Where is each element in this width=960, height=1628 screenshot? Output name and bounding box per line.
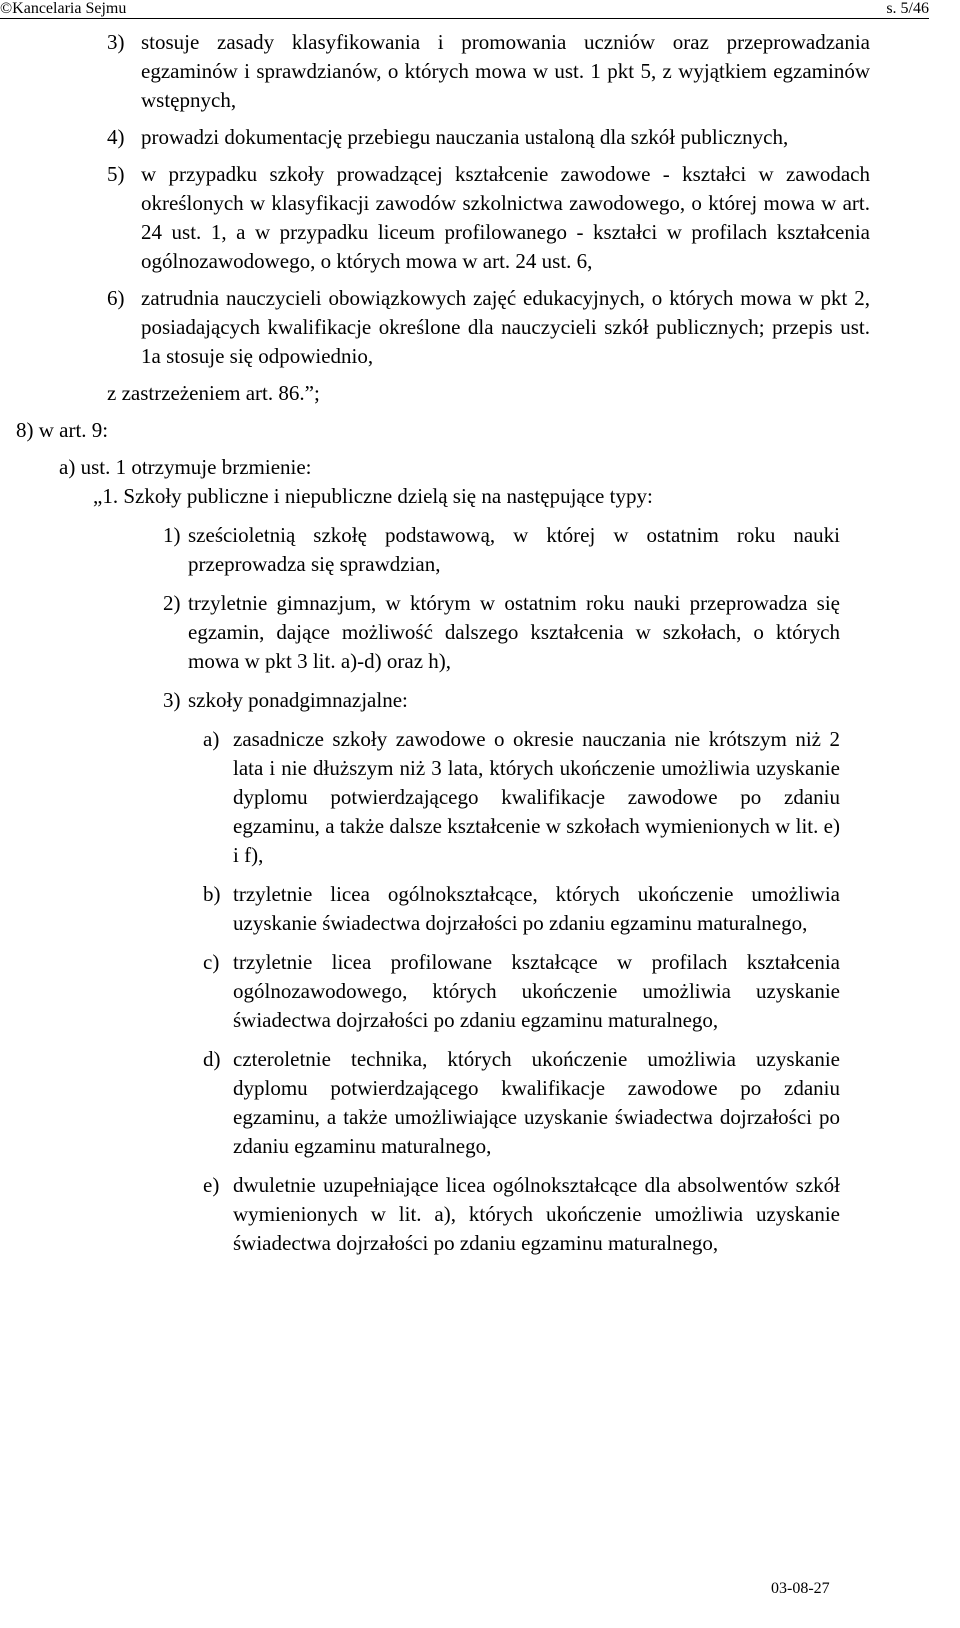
point-number: 2) bbox=[163, 591, 181, 615]
letter-d bbox=[203, 1045, 840, 1161]
letter-number: b) bbox=[203, 882, 221, 906]
point-text: sześcioletnią szkołę podstawową, w której w ostatnim roku nauki przeprowadza się sprawdzian, bbox=[188, 523, 840, 576]
point-4 bbox=[107, 123, 870, 152]
document-body bbox=[0, 28, 960, 1258]
page-header bbox=[0, 0, 960, 22]
point-text: szkoły ponadgimnazjalne: bbox=[188, 688, 408, 712]
letter-number: a) bbox=[203, 727, 220, 751]
letter-text: trzyletnie licea profilowane kształcące w profilach kształcenia ogólnozawodowego, których ukończenie umożliwia uzyskanie świadectwa dojrzałości po zdaniu egzaminu maturalnego, bbox=[233, 950, 840, 1032]
point-3 bbox=[107, 28, 870, 115]
letter-c bbox=[203, 948, 840, 1035]
reservation-clause: z zastrzeżeniem art. 86.”; bbox=[107, 381, 320, 405]
letter-a bbox=[203, 725, 840, 870]
point-text: trzyletnie gimnazjum, w którym w ostatnim roku nauki przeprowadza się egzamin, dające możliwość dalszego kształcenia w szkołach, o których mowa w pkt 3 lit. a)-d) oraz h), bbox=[188, 591, 840, 673]
letter-number: e) bbox=[203, 1173, 220, 1197]
section-1-intro: „1. Szkoły publiczne i niepubliczne dzielą się na następujące typy: bbox=[93, 484, 653, 508]
header-rule bbox=[0, 18, 929, 19]
type-1 bbox=[163, 521, 840, 579]
type-3 bbox=[163, 686, 840, 715]
letter-text: trzyletnie licea ogólnokształcące, których ukończenie umożliwia uzyskanie świadectwa dojrzałości po zdaniu egzaminu maturalnego, bbox=[233, 882, 840, 935]
point-5 bbox=[107, 160, 870, 276]
letter-a-intro: a) ust. 1 otrzymuje brzmienie: bbox=[59, 455, 312, 479]
letter-number: d) bbox=[203, 1047, 221, 1071]
point-number: 3) bbox=[107, 30, 125, 54]
point-number: 4) bbox=[107, 125, 125, 149]
point-number: 5) bbox=[107, 162, 125, 186]
header-page-number: s. 5/46 bbox=[886, 0, 929, 17]
letter-b bbox=[203, 880, 840, 938]
header-copyright: ©Kancelaria Sejmu bbox=[0, 0, 127, 17]
letter-text: czteroletnie technika, których ukończenie umożliwia uzyskanie dyplomu potwierdzającego kwalifikacje zawodowe po zdaniu egzaminu, a także umożliwiające uzyskanie świadectwa dojrzałości po zdaniu egzaminu maturalnego, bbox=[233, 1047, 840, 1158]
point-number: 6) bbox=[107, 286, 125, 310]
letter-e bbox=[203, 1171, 840, 1258]
point-number: 1) bbox=[163, 523, 181, 547]
letter-text: zasadnicze szkoły zawodowe o okresie nauczania nie krótszym niż 2 lata i nie dłuższym niż 3 lata, których ukończenie umożliwia uzyskanie dyplomu potwierdzającego kwalifikacje zawodowe po zdaniu egzaminu, a także dalsze kształcenie w szkołach wymienionych w lit. e) i f), bbox=[233, 727, 840, 867]
point-6 bbox=[107, 284, 870, 371]
point-text: prowadzi dokumentację przebiegu nauczania ustaloną dla szkół publicznych, bbox=[141, 125, 789, 149]
point-text: zatrudnia nauczycieli obowiązkowych zajęć edukacyjnych, o których mowa w pkt 2, posiadających kwalifikacje określone dla nauczycieli szkół publicznych; przepis ust. 1a stosuje się odpowiednio, bbox=[141, 286, 870, 368]
point-number: 3) bbox=[163, 688, 181, 712]
point-text: w przypadku szkoły prowadzącej kształcenie zawodowe - kształci w zawodach określonych w klasyfikacji zawodów szkolnictwa zawodowego, o której mowa w art. 24 ust. 1, a w przypadku liceum profilowanego - kształci w profilach kształcenia ogólnozawodowego, o których mowa w art. 24 ust. 6, bbox=[141, 162, 870, 273]
point-text: stosuje zasady klasyfikowania i promowania uczniów oraz przeprowadzania egzaminów i sprawdzianów, o których mowa w ust. 1 pkt 5, z wyjątkiem egzaminów wstępnych, bbox=[141, 30, 870, 112]
type-2 bbox=[163, 589, 840, 676]
letter-text: dwuletnie uzupełniające licea ogólnokształcące dla absolwentów szkół wymienionych w lit. a), których ukończenie umożliwia uzyskanie świadectwa dojrzałości po zdaniu egzaminu maturalnego, bbox=[233, 1173, 840, 1255]
footer-date: 03-08-27 bbox=[771, 1580, 830, 1597]
letter-number: c) bbox=[203, 950, 220, 974]
article-8-heading: 8) w art. 9: bbox=[16, 418, 109, 442]
